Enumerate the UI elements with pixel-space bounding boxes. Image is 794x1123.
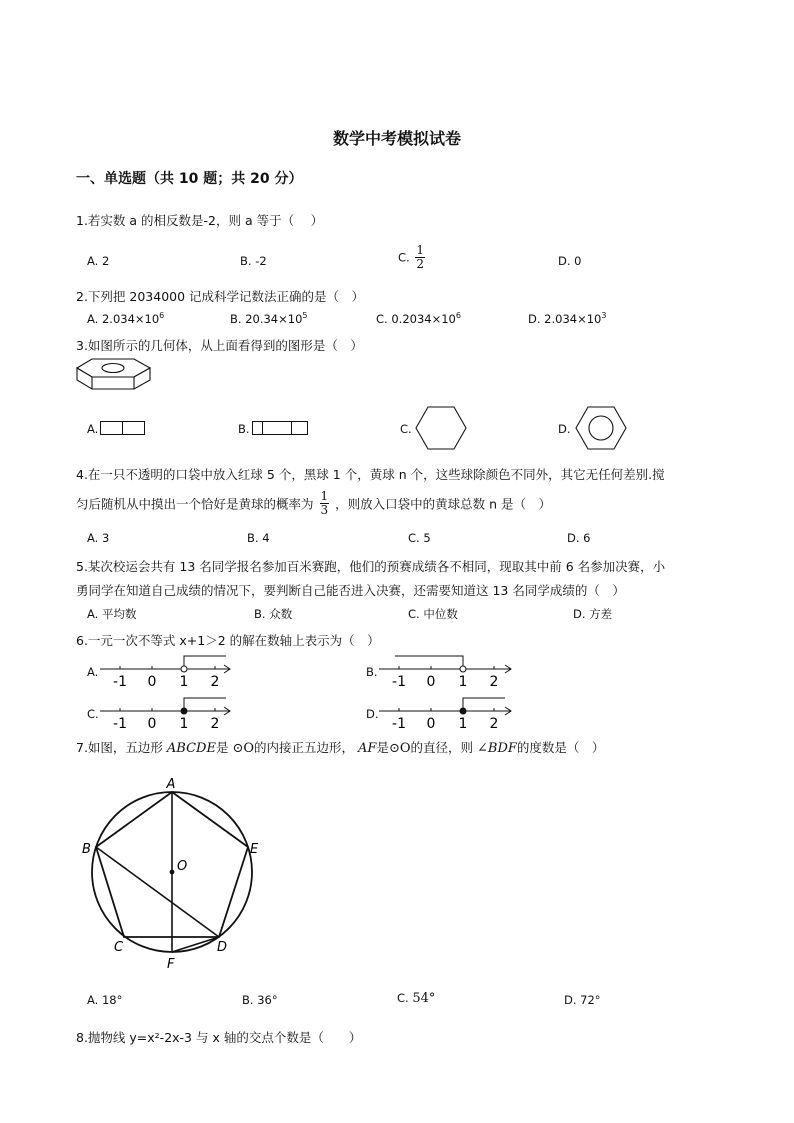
question-5-option-d[interactable]: D. 方差 (573, 607, 613, 621)
question-6-stem: 6.一元一次不等式 x+1＞2 的解在数轴上表示为（ ） (76, 633, 380, 648)
question-1-option-d[interactable]: D. 0 (558, 254, 582, 268)
stem-text: 的度数是（ ） (516, 740, 605, 755)
question-1-option-c[interactable] (398, 244, 427, 271)
open-dot (460, 666, 466, 672)
stem-text: 的直径，则 (410, 740, 474, 755)
option-letter: B. (238, 422, 250, 436)
question-4-stem-line-1: 4.在一只不透明的口袋中放入红球 5 个，黑球 1 个，黄球 n 个，这些球除颜色不同外，其它无任何差别.搅 (76, 467, 665, 482)
pentagon-circle-figure (76, 770, 272, 976)
math-circle-o: ⊙O (232, 741, 255, 756)
tick-label: 0 (426, 674, 436, 690)
option-base: D. 2.034×10 (528, 312, 602, 326)
point-label-f: F (167, 957, 175, 972)
option-base: B. 20.34×10 (230, 312, 303, 326)
center-label-o: O (177, 859, 188, 874)
fraction-denominator: 2 (416, 257, 424, 271)
question-1-option-a[interactable]: A. 2 (87, 254, 110, 268)
stem-text: ，则放入口袋中的黄球总数 n 是（ ） (335, 496, 552, 512)
question-4-option-c[interactable]: C. 5 (408, 531, 431, 545)
question-1-stem: 1.若实数 a 的相反数是-2，则 a 等于（ ） (76, 213, 324, 228)
question-5-stem-line-2: 勇同学在知道自己成绩的情况下，要判断自己能否进入决赛，还需要知道这 13 名同学成绩的（ ） (76, 583, 625, 598)
tick-label: 1 (179, 716, 189, 732)
fraction-numerator: 1 (416, 243, 424, 257)
tick-label: -1 (113, 716, 127, 732)
vertex-label-d: D (217, 940, 228, 955)
math-angle-bdf: ∠BDF (477, 741, 517, 756)
math-pentagon-name: ABCDE (166, 741, 216, 756)
question-7-option-a[interactable]: A. 18° (87, 993, 123, 1007)
vertex-label-c: C (114, 940, 124, 955)
tick-label: 0 (147, 716, 157, 732)
question-6-option-b[interactable]: B. (366, 665, 378, 679)
fraction-one-half (415, 244, 425, 271)
hexagon-with-circle-figure (574, 404, 628, 452)
option-base: A. 2.034×10 (87, 312, 160, 326)
solid-dot (181, 708, 187, 714)
vertex-label-e: E (250, 842, 259, 857)
option-value: 54° (412, 991, 436, 1006)
tick-label: 0 (147, 674, 157, 690)
question-6-option-d[interactable]: D. (366, 707, 379, 721)
question-2-option-b[interactable] (230, 312, 308, 326)
stem-text: 匀后随机从中摸出一个恰好是黄球的概率为 (76, 496, 314, 512)
question-1-option-b[interactable]: B. -2 (240, 254, 267, 268)
page-title: 数学中考模拟试卷 (332, 129, 461, 148)
number-line-a (98, 652, 234, 690)
option-letter: C. (400, 422, 412, 436)
number-line-b (377, 652, 515, 690)
question-3-option-d[interactable] (558, 422, 571, 436)
fraction-denominator: 3 (320, 503, 329, 517)
tick-label: -1 (113, 674, 127, 690)
vertex-label-a: A (166, 777, 176, 792)
question-3-stem: 3.如图所示的几何体，从上面看得到的图形是（ ） (76, 338, 363, 353)
hex-nut-solid-figure (74, 356, 154, 396)
math-circle-o: ⊙O (388, 741, 411, 756)
option-letter: D. (558, 422, 571, 436)
question-3-option-b[interactable] (238, 422, 250, 436)
question-2-option-a[interactable] (87, 312, 164, 326)
center-dot (170, 870, 175, 875)
tick-label: 1 (458, 716, 468, 732)
tick-label: -1 (392, 674, 406, 690)
question-7-option-d[interactable]: D. 72° (564, 993, 601, 1007)
tick-label: -1 (392, 716, 406, 732)
stem-text: 7.如图，五边形 (76, 740, 163, 755)
question-2-option-d[interactable] (528, 312, 606, 326)
question-7-option-b[interactable]: B. 36° (242, 993, 278, 1007)
solid-dot (460, 708, 466, 714)
fraction-one-third (320, 490, 330, 517)
question-2-stem: 2.下列把 2034000 记成科学记数法正确的是（ ） (76, 289, 365, 304)
question-5-option-b[interactable]: B. 众数 (254, 607, 293, 621)
question-4-option-b[interactable]: B. 4 (247, 531, 270, 545)
question-5-option-c[interactable]: C. 中位数 (408, 607, 458, 621)
tick-label: 2 (210, 674, 220, 690)
two-squares-figure (100, 421, 146, 436)
question-8-stem: 8.抛物线 y=x²-2x-3 与 x 轴的交点个数是（ ） (76, 1030, 362, 1045)
section-heading: 一、单选题（共 10 题；共 20 分） (76, 171, 303, 187)
option-exponent: 6 (159, 311, 165, 321)
tick-label: 0 (426, 716, 436, 732)
question-3-option-c[interactable] (400, 422, 412, 436)
tick-label: 2 (489, 674, 499, 690)
hexagon-figure (414, 404, 468, 452)
vertex-label-b: B (82, 842, 91, 857)
open-dot (181, 666, 187, 672)
stem-text: 是 (215, 740, 229, 755)
question-3-option-a[interactable] (87, 422, 98, 436)
tick-label: 2 (489, 716, 499, 732)
three-squares-figure (252, 421, 309, 436)
question-6-option-c[interactable]: C. (87, 707, 99, 721)
question-7-stem (76, 738, 604, 756)
question-5-option-a[interactable]: A. 平均数 (87, 607, 137, 621)
question-4-option-d[interactable]: D. 6 (567, 531, 591, 545)
stem-text: 是 (376, 740, 389, 755)
question-7-option-c[interactable] (397, 991, 435, 1006)
number-line-c (98, 694, 234, 732)
stem-text: 的内接正五边形， (254, 740, 355, 755)
option-exponent: 3 (601, 311, 607, 321)
tick-label: 2 (210, 716, 220, 732)
number-line-d (377, 694, 515, 732)
option-exponent: 6 (455, 311, 461, 321)
option-letter: A. (87, 422, 99, 436)
tick-label: 1 (458, 674, 468, 690)
question-4-stem-line-2 (76, 490, 551, 517)
option-c-prefix: C. (398, 250, 414, 265)
question-2-option-c[interactable] (376, 312, 461, 326)
fraction-numerator: 1 (320, 489, 329, 503)
option-base: C. 0.2034×10 (376, 312, 456, 326)
option-exponent: 5 (302, 311, 308, 321)
math-segment-af: AF (358, 741, 377, 756)
tick-label: 1 (179, 674, 189, 690)
question-5-stem-line-1: 5.某次校运会共有 13 名同学报名参加百米赛跑，他们的预赛成绩各不相同，现取其中前 6 名参加决赛，小 (76, 559, 666, 574)
option-prefix: C. (397, 991, 413, 1005)
question-6-option-a[interactable]: A. (87, 665, 99, 679)
question-4-option-a[interactable]: A. 3 (87, 531, 110, 545)
